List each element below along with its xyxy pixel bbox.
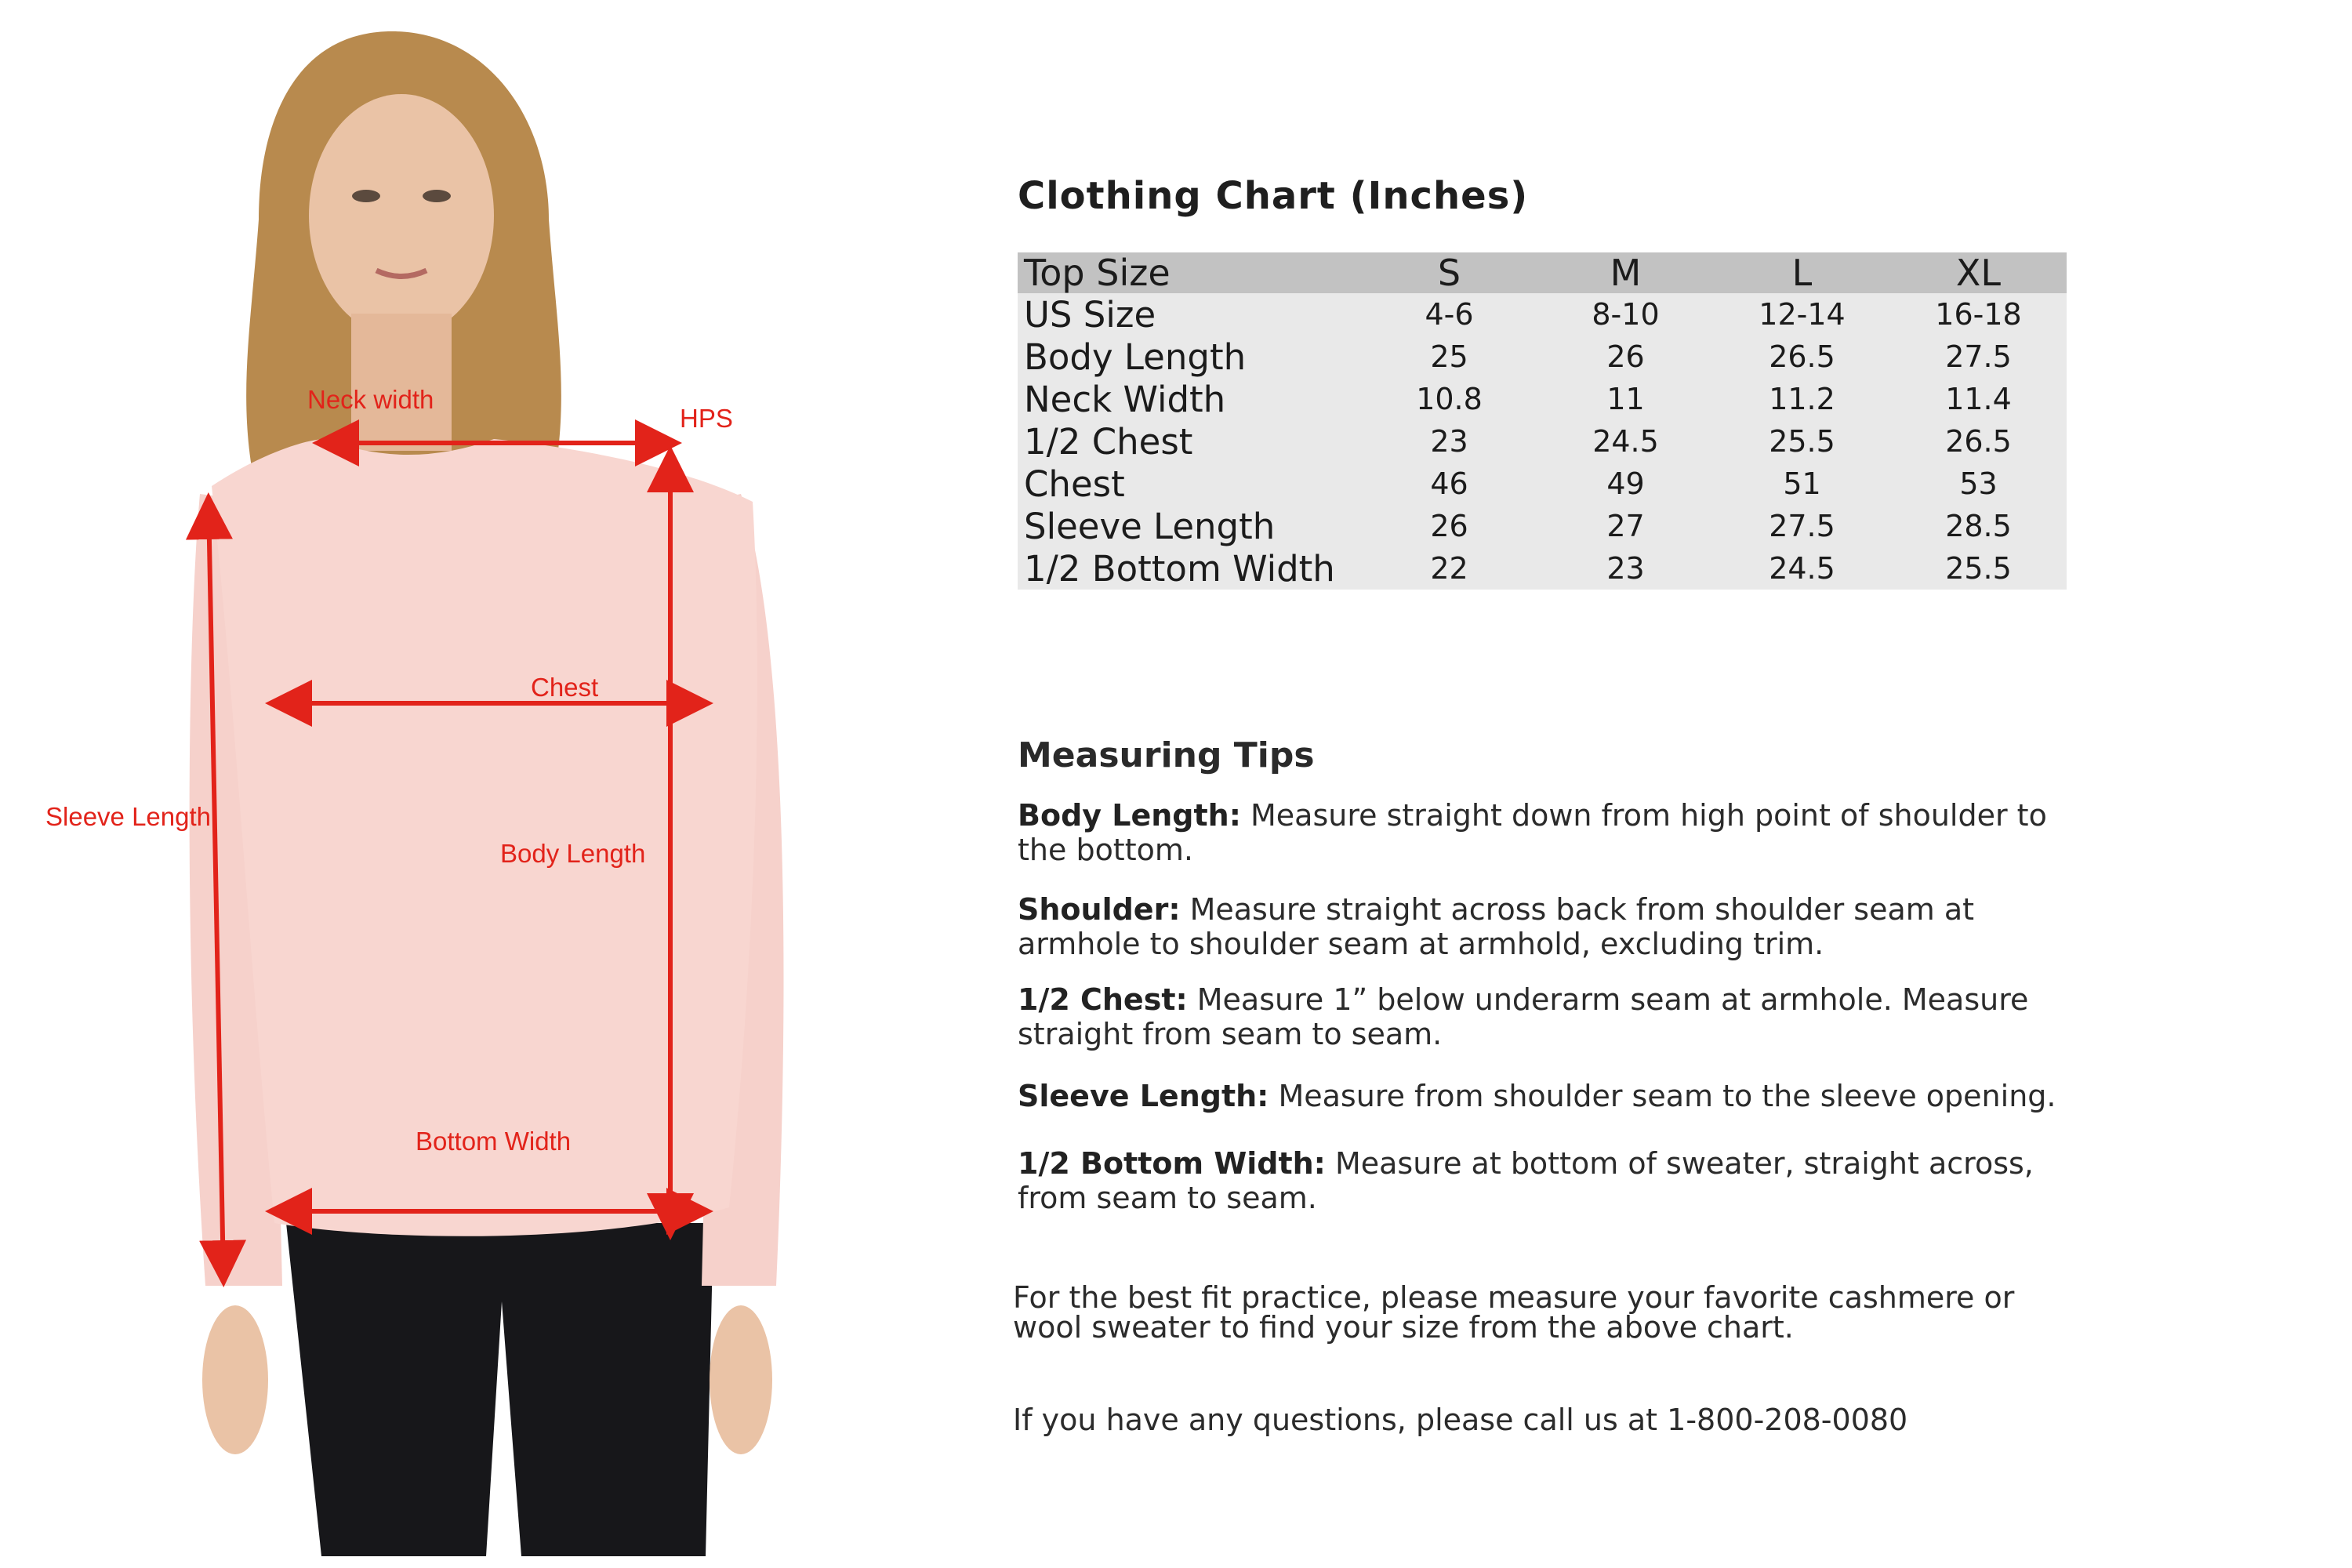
row-label: 1/2 Bottom Width — [1024, 547, 1335, 590]
tip-sleeve-length — [1018, 1079, 2060, 1113]
table-row — [1018, 378, 2067, 420]
row-label: Neck Width — [1024, 378, 1226, 420]
neck-width-label: Neck width — [307, 385, 434, 414]
tip-term: 1/2 Bottom Width: — [1018, 1146, 1326, 1181]
tip-bottom-width — [1018, 1146, 2060, 1215]
table-cell: 24.5 — [1592, 424, 1659, 459]
tip-term: Sleeve Length: — [1018, 1079, 1269, 1113]
table-cell: 12-14 — [1759, 297, 1846, 332]
model-figure — [0, 0, 862, 1568]
tip-half-chest — [1018, 982, 2060, 1051]
table-cell: 25.5 — [1769, 424, 1835, 459]
header-label: Top Size — [1024, 252, 1171, 294]
row-label: Sleeve Length — [1024, 505, 1276, 547]
table-cell: 22 — [1430, 551, 1468, 586]
table-cell: 26.5 — [1769, 339, 1835, 374]
table-cell: 49 — [1606, 466, 1645, 501]
tip-term: Shoulder: — [1018, 892, 1181, 927]
table-cell: 46 — [1430, 466, 1468, 501]
table-cell: 51 — [1783, 466, 1821, 501]
table-row — [1018, 420, 2067, 463]
table-cell: 11.2 — [1769, 382, 1835, 416]
header-size-s: S — [1437, 252, 1461, 294]
header-size-xl: XL — [1955, 252, 2002, 294]
tip-shoulder — [1018, 892, 2060, 961]
tip-text: Measure at bottom of sweater, straight across, from seam to seam. — [1018, 1146, 2034, 1215]
table-header-row — [1018, 252, 2067, 293]
table-cell: 26 — [1606, 339, 1645, 374]
size-table — [1018, 252, 2067, 590]
pants-shape — [286, 1223, 713, 1556]
tip-body-length — [1018, 798, 2060, 867]
table-row — [1018, 293, 2067, 336]
table-cell: 27 — [1606, 509, 1645, 543]
hps-label: HPS — [680, 404, 733, 433]
table-row — [1018, 505, 2067, 547]
face-shape — [309, 94, 494, 337]
fit-note: For the best fit practice, please measure your favorite cashmere or wool sweater to find your size from the above chart. — [1013, 1280, 2015, 1345]
table-cell: 10.8 — [1416, 382, 1483, 416]
table-cell: 26.5 — [1945, 424, 2012, 459]
table-cell: 11 — [1606, 382, 1645, 416]
model-illustration — [0, 0, 862, 1568]
chest-label: Chest — [531, 673, 599, 702]
header-size-l: L — [1791, 252, 1813, 294]
tip-term: Body Length: — [1018, 798, 1241, 833]
table-row — [1018, 547, 2067, 590]
table-cell: 53 — [1959, 466, 1998, 501]
table-row — [1018, 463, 2067, 505]
table-cell: 8-10 — [1592, 297, 1660, 332]
body-length-label: Body Length — [500, 839, 646, 868]
header-size-m: M — [1610, 252, 1642, 294]
neck-shape — [351, 314, 452, 451]
table-cell: 27.5 — [1945, 339, 2012, 374]
sweater-shape — [212, 439, 757, 1236]
row-label: US Size — [1024, 293, 1156, 336]
table-cell: 25.5 — [1945, 551, 2012, 586]
table-cell: 26 — [1430, 509, 1468, 543]
tips-title: Measuring Tips — [1018, 735, 1315, 775]
table-cell: 27.5 — [1769, 509, 1835, 543]
table-cell: 23 — [1430, 424, 1468, 459]
table-cell: 16-18 — [1935, 297, 2022, 332]
tip-text: Measure from shoulder seam to the sleeve opening. — [1269, 1079, 2056, 1113]
tip-term: 1/2 Chest: — [1018, 982, 1188, 1017]
row-label: Chest — [1024, 463, 1125, 505]
table-cell: 4-6 — [1425, 297, 1474, 332]
contact-note: If you have any questions, please call us at 1-800-208-0080 — [1013, 1403, 1908, 1437]
sleeve-length-label: Sleeve Length — [45, 802, 212, 831]
tip-text: Measure straight across back from shoulder seam at armhole to shoulder seam at armhold, excluding trim. — [1018, 892, 1975, 961]
table-cell: 23 — [1606, 551, 1645, 586]
table-cell: 28.5 — [1945, 509, 2012, 543]
bottom-width-label: Bottom Width — [416, 1127, 572, 1156]
table-cell: 24.5 — [1769, 551, 1835, 586]
chart-title: Clothing Chart (Inches) — [1018, 174, 1529, 218]
row-label: Body Length — [1024, 336, 1247, 378]
table-cell: 11.4 — [1945, 382, 2012, 416]
table-row — [1018, 336, 2067, 378]
tip-text: Measure 1” below underarm seam at armhole. Measure straight from seam to seam. — [1018, 982, 2029, 1051]
tip-text: Measure straight down from high point of shoulder to the bottom. — [1018, 798, 2047, 867]
row-label: 1/2 Chest — [1024, 420, 1193, 463]
table-cell: 25 — [1430, 339, 1468, 374]
